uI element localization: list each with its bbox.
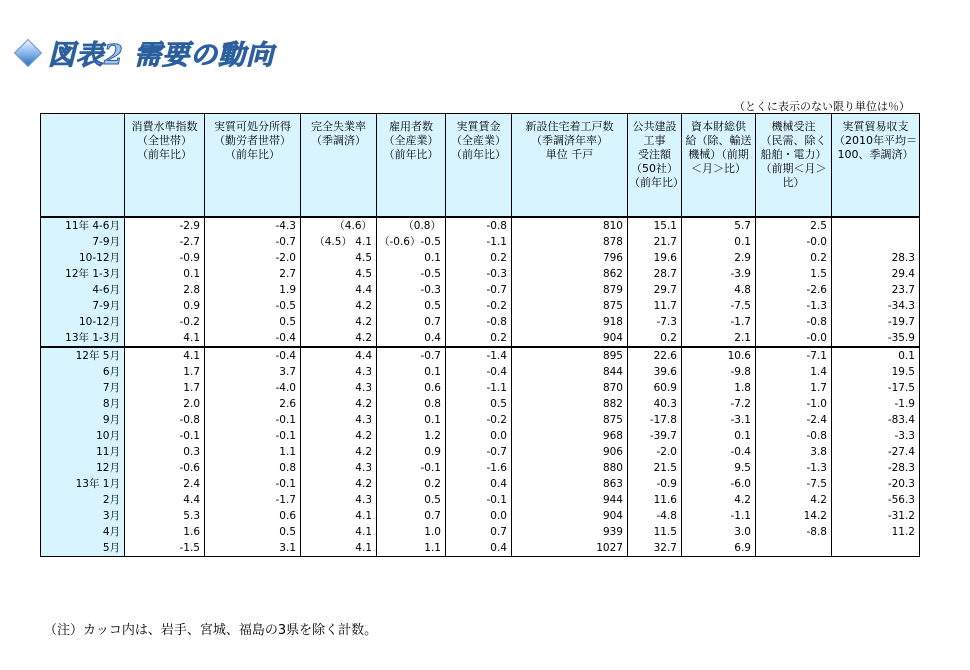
table-row — [41, 282, 920, 298]
table-row — [41, 380, 920, 396]
table-cell: 4.3 — [301, 380, 377, 396]
table-cell: -0.3 — [377, 282, 446, 298]
table-cell: 0.9 — [125, 298, 205, 314]
table-cell: 2.8 — [125, 282, 205, 298]
table-cell: 0.7 — [445, 524, 511, 540]
table-cell: （4.5） 4.1 — [301, 234, 377, 250]
table-cell: 0.5 — [377, 298, 446, 314]
table-cell: 0.6 — [377, 380, 446, 396]
table-cell: -2.9 — [125, 217, 205, 234]
table-row — [41, 364, 920, 380]
table-cell: -0.1 — [205, 412, 301, 428]
table-row — [41, 524, 920, 540]
table-cell: 0.1 — [125, 266, 205, 282]
table-cell: -0.7 — [445, 444, 511, 460]
table-cell: -0.8 — [755, 314, 831, 330]
table-cell — [831, 234, 919, 250]
table-cell: 1.2 — [377, 428, 446, 444]
table-cell — [831, 540, 919, 557]
table-cell: -0.1 — [205, 476, 301, 492]
table-cell: 4.2 — [301, 428, 377, 444]
table-cell: -0.6 — [125, 460, 205, 476]
table-cell: 796 — [511, 250, 627, 266]
table-cell: 2.6 — [205, 396, 301, 412]
row-label: 6月 — [41, 364, 125, 380]
table-cell: 4.2 — [681, 492, 755, 508]
table-cell: 22.6 — [627, 347, 681, 364]
table-cell: -0.2 — [445, 298, 511, 314]
table-cell: -2.7 — [125, 234, 205, 250]
table-cell: -34.3 — [831, 298, 919, 314]
table-cell: -17.5 — [831, 380, 919, 396]
table-cell: 904 — [511, 330, 627, 347]
row-label: 3月 — [41, 508, 125, 524]
table-cell: -0.0 — [755, 234, 831, 250]
table-cell: 2.5 — [755, 217, 831, 234]
table-cell: 1.1 — [377, 540, 446, 557]
table-cell: -83.4 — [831, 412, 919, 428]
table-cell: 4.4 — [301, 282, 377, 298]
table-cell: 0.4 — [377, 330, 446, 347]
table-cell: -19.7 — [831, 314, 919, 330]
table-cell: 0.8 — [205, 460, 301, 476]
table-cell: 0.7 — [377, 508, 446, 524]
table-cell: -0.9 — [125, 250, 205, 266]
table-cell: -0.8 — [755, 428, 831, 444]
table-cell: -6.0 — [681, 476, 755, 492]
column-header: 実質賃金 （全産業） （前年比） — [445, 114, 511, 218]
table-cell: 1.0 — [377, 524, 446, 540]
table-cell: 5.3 — [125, 508, 205, 524]
title-block — [14, 34, 274, 70]
row-label: 12年 5月 — [41, 347, 125, 364]
table-cell: 875 — [511, 412, 627, 428]
row-label: 11月 — [41, 444, 125, 460]
table-cell: -0.4 — [681, 444, 755, 460]
table-cell: 0.2 — [445, 250, 511, 266]
table-cell: 60.9 — [627, 380, 681, 396]
table-cell: 1.9 — [205, 282, 301, 298]
table-cell: -8.8 — [755, 524, 831, 540]
table-cell: -0.8 — [445, 217, 511, 234]
table-row — [41, 298, 920, 314]
table-cell: -39.7 — [627, 428, 681, 444]
row-label: 9月 — [41, 412, 125, 428]
table-cell: 23.7 — [831, 282, 919, 298]
table-cell: 0.5 — [205, 524, 301, 540]
table-row — [41, 396, 920, 412]
row-label: 5月 — [41, 540, 125, 557]
row-label: 10-12月 — [41, 314, 125, 330]
table-cell: -28.3 — [831, 460, 919, 476]
table-cell: 0.1 — [377, 250, 446, 266]
table-cell: 29.7 — [627, 282, 681, 298]
table-cell: -7.3 — [627, 314, 681, 330]
row-label: 12月 — [41, 460, 125, 476]
table-cell: 11.2 — [831, 524, 919, 540]
table-cell: -1.1 — [681, 508, 755, 524]
table-cell: 4.2 — [301, 476, 377, 492]
row-label: 2月 — [41, 492, 125, 508]
table-cell: -0.4 — [205, 347, 301, 364]
table-cell: -2.0 — [205, 250, 301, 266]
table-cell: 895 — [511, 347, 627, 364]
column-header: 機械受注 （民需、除く 船舶・電力） （前期＜月＞ 比） — [755, 114, 831, 218]
table-cell: 1.1 — [205, 444, 301, 460]
row-label: 8月 — [41, 396, 125, 412]
table-cell: 1.7 — [125, 380, 205, 396]
table-cell: 4.1 — [125, 347, 205, 364]
table-cell: -1.5 — [125, 540, 205, 557]
table-cell — [831, 217, 919, 234]
table-row — [41, 476, 920, 492]
table-row — [41, 347, 920, 364]
table-cell: 0.2 — [627, 330, 681, 347]
table-cell: 19.5 — [831, 364, 919, 380]
table-cell: -56.3 — [831, 492, 919, 508]
table-cell: 40.3 — [627, 396, 681, 412]
table-cell: 882 — [511, 396, 627, 412]
table-cell: 0.2 — [755, 250, 831, 266]
table-cell: 1.7 — [755, 380, 831, 396]
table-cell: 0.5 — [377, 492, 446, 508]
column-header: 公共建設 工事 受注額 （50社） （前年比） — [627, 114, 681, 218]
table-cell: -0.4 — [205, 330, 301, 347]
table-cell: 4.3 — [301, 412, 377, 428]
table-cell: 4.8 — [681, 282, 755, 298]
table-cell: -0.4 — [445, 364, 511, 380]
table-cell: -1.0 — [755, 396, 831, 412]
table-cell: 9.5 — [681, 460, 755, 476]
table-cell: 904 — [511, 508, 627, 524]
table-cell: -4.3 — [205, 217, 301, 234]
table-cell: -0.9 — [627, 476, 681, 492]
table-cell: 918 — [511, 314, 627, 330]
table-cell: -0.7 — [377, 347, 446, 364]
row-label: 12年 1-3月 — [41, 266, 125, 282]
table-cell: 4.3 — [301, 460, 377, 476]
table-cell: 14.2 — [755, 508, 831, 524]
column-header: 実質貿易収支 （2010年平均＝ 100、季調済） — [831, 114, 919, 218]
table-cell: 4.5 — [301, 266, 377, 282]
table-cell: 944 — [511, 492, 627, 508]
table-cell: 4.2 — [301, 330, 377, 347]
table-cell: 939 — [511, 524, 627, 540]
row-label: 11年 4-6月 — [41, 217, 125, 234]
table-cell: -2.4 — [755, 412, 831, 428]
table-row — [41, 266, 920, 282]
table-cell: -1.4 — [445, 347, 511, 364]
table-cell: 0.6 — [205, 508, 301, 524]
table-cell: 2.4 — [125, 476, 205, 492]
table-cell: （-0.6）-0.5 — [377, 234, 446, 250]
table-cell: 4.2 — [301, 396, 377, 412]
table-cell: 4.3 — [301, 364, 377, 380]
table-cell: 0.2 — [377, 476, 446, 492]
table-row — [41, 492, 920, 508]
column-header: 資本財総供 給（除、輸送 機械）（前期 ＜月＞比） — [681, 114, 755, 218]
table-cell: 880 — [511, 460, 627, 476]
table-cell: 0.8 — [377, 396, 446, 412]
column-header — [41, 114, 125, 218]
table-cell: -7.2 — [681, 396, 755, 412]
table-cell: 19.6 — [627, 250, 681, 266]
table-cell: -1.3 — [755, 460, 831, 476]
table-cell: 11.6 — [627, 492, 681, 508]
table-cell: -17.8 — [627, 412, 681, 428]
table-cell: -0.0 — [755, 330, 831, 347]
table-cell: -35.9 — [831, 330, 919, 347]
table-cell: 3.7 — [205, 364, 301, 380]
row-label: 10-12月 — [41, 250, 125, 266]
row-label: 7-9月 — [41, 234, 125, 250]
table-cell: -1.6 — [445, 460, 511, 476]
column-header: 新設住宅着工戸数 （季調済年率） 単位 千戸 — [511, 114, 627, 218]
table-cell: 4.1 — [301, 524, 377, 540]
table-cell: 878 — [511, 234, 627, 250]
row-label: 13年 1-3月 — [41, 330, 125, 347]
row-label: 4-6月 — [41, 282, 125, 298]
table-cell: （0.8） — [377, 217, 446, 234]
table-cell: -2.0 — [627, 444, 681, 460]
table-cell: 5.7 — [681, 217, 755, 234]
table-cell: 879 — [511, 282, 627, 298]
table-cell: 2.0 — [125, 396, 205, 412]
table-cell: -2.6 — [755, 282, 831, 298]
table-row — [41, 460, 920, 476]
table-row — [41, 540, 920, 557]
table-cell: 2.7 — [205, 266, 301, 282]
table-cell: 4.4 — [125, 492, 205, 508]
table-row — [41, 428, 920, 444]
table-cell: 3.1 — [205, 540, 301, 557]
table-cell: -1.1 — [445, 380, 511, 396]
table-cell: -4.8 — [627, 508, 681, 524]
table-cell: -1.7 — [205, 492, 301, 508]
column-header: 消費水準指数 （全世帯） （前年比） — [125, 114, 205, 218]
table-cell: 21.5 — [627, 460, 681, 476]
header-row — [41, 114, 920, 218]
table-cell: -0.8 — [445, 314, 511, 330]
table-cell: 0.9 — [377, 444, 446, 460]
table-cell: -0.1 — [377, 460, 446, 476]
table-cell: 4.2 — [301, 444, 377, 460]
column-header: 実質可処分所得 （勤労者世帯） （前年比） — [205, 114, 301, 218]
table-cell: 11.5 — [627, 524, 681, 540]
table-cell: -3.1 — [681, 412, 755, 428]
table-cell: 2.9 — [681, 250, 755, 266]
table-cell: 1.5 — [755, 266, 831, 282]
table-cell: 29.4 — [831, 266, 919, 282]
table-cell: -31.2 — [831, 508, 919, 524]
table-cell: -3.9 — [681, 266, 755, 282]
table-cell: 0.1 — [681, 234, 755, 250]
table-cell: 4.2 — [301, 314, 377, 330]
footnote: （注）カッコ内は、岩手、宮城、福島の3県を除く計数。 — [44, 623, 378, 638]
table-cell: 875 — [511, 298, 627, 314]
row-label: 4月 — [41, 524, 125, 540]
table-cell: -1.3 — [755, 298, 831, 314]
table-row — [41, 314, 920, 330]
column-header: 雇用者数 （全産業） （前年比） — [377, 114, 446, 218]
table-row — [41, 508, 920, 524]
table-cell: -9.8 — [681, 364, 755, 380]
table-cell: 1.6 — [125, 524, 205, 540]
table-cell: -0.1 — [125, 428, 205, 444]
table-cell: 862 — [511, 266, 627, 282]
table-cell: 28.7 — [627, 266, 681, 282]
table-cell: -0.3 — [445, 266, 511, 282]
table-cell: 4.1 — [125, 330, 205, 347]
table-cell: 4.1 — [301, 540, 377, 557]
table-cell: 6.9 — [681, 540, 755, 557]
table-cell: -1.1 — [445, 234, 511, 250]
table-cell: （4.6） — [301, 217, 377, 234]
unit-note: （とくに表示のない限り単位は％） — [734, 100, 910, 113]
table-row — [41, 444, 920, 460]
row-label: 10月 — [41, 428, 125, 444]
row-label: 7-9月 — [41, 298, 125, 314]
table-cell: 1027 — [511, 540, 627, 557]
table-cell: 0.1 — [831, 347, 919, 364]
table-cell: 0.0 — [445, 508, 511, 524]
table-cell: 15.1 — [627, 217, 681, 234]
table-cell: 4.1 — [301, 508, 377, 524]
table-cell: 4.4 — [301, 347, 377, 364]
table-cell: 4.2 — [755, 492, 831, 508]
table-cell: -0.5 — [205, 298, 301, 314]
table-cell: 39.6 — [627, 364, 681, 380]
table-cell: 0.5 — [445, 396, 511, 412]
table-cell: 0.0 — [445, 428, 511, 444]
table-cell: -7.5 — [755, 476, 831, 492]
table-cell: 1.8 — [681, 380, 755, 396]
table-cell: 11.7 — [627, 298, 681, 314]
table-cell: -7.5 — [681, 298, 755, 314]
diamond-icon — [14, 39, 40, 65]
table-cell — [755, 540, 831, 557]
table-cell: 870 — [511, 380, 627, 396]
row-label: 7月 — [41, 380, 125, 396]
table-cell: 0.1 — [681, 428, 755, 444]
table-cell: 0.4 — [445, 476, 511, 492]
table-cell: 810 — [511, 217, 627, 234]
table-cell: 3.8 — [755, 444, 831, 460]
table-row — [41, 412, 920, 428]
table-cell: -0.7 — [445, 282, 511, 298]
table-cell: -20.3 — [831, 476, 919, 492]
table-cell: -0.1 — [445, 492, 511, 508]
table-row — [41, 250, 920, 266]
table-cell: 28.3 — [831, 250, 919, 266]
table-cell: 0.5 — [205, 314, 301, 330]
table-cell: 0.1 — [377, 412, 446, 428]
table-row — [41, 330, 920, 347]
row-label: 13年 1月 — [41, 476, 125, 492]
table-cell: 0.3 — [125, 444, 205, 460]
table-cell: -0.1 — [205, 428, 301, 444]
table-cell: 4.5 — [301, 250, 377, 266]
column-header: 完全失業率 （季調済） — [301, 114, 377, 218]
table-cell: 968 — [511, 428, 627, 444]
table-cell: 0.7 — [377, 314, 446, 330]
table-cell: -0.5 — [377, 266, 446, 282]
table-cell: -7.1 — [755, 347, 831, 364]
table-cell: 0.4 — [445, 540, 511, 557]
table-cell: 32.7 — [627, 540, 681, 557]
table-cell: 2.1 — [681, 330, 755, 347]
page-title: 図表2 需要の動向 — [48, 39, 275, 71]
table-cell: 1.4 — [755, 364, 831, 380]
table-cell: -0.8 — [125, 412, 205, 428]
table-cell: -0.2 — [445, 412, 511, 428]
table-cell: 0.2 — [445, 330, 511, 347]
table-cell: 3.0 — [681, 524, 755, 540]
table-cell: -3.3 — [831, 428, 919, 444]
table-row — [41, 234, 920, 250]
table-row — [41, 217, 920, 234]
table-cell: -1.9 — [831, 396, 919, 412]
table-cell: 21.7 — [627, 234, 681, 250]
table-cell: 844 — [511, 364, 627, 380]
table-cell: -4.0 — [205, 380, 301, 396]
table-cell: 0.1 — [377, 364, 446, 380]
table-cell: -0.7 — [205, 234, 301, 250]
table-cell: 10.6 — [681, 347, 755, 364]
table-cell: 906 — [511, 444, 627, 460]
demand-table — [40, 113, 920, 557]
table-cell: -27.4 — [831, 444, 919, 460]
table-cell: 1.7 — [125, 364, 205, 380]
table-cell: 4.2 — [301, 298, 377, 314]
table-cell: 863 — [511, 476, 627, 492]
table-cell: -0.2 — [125, 314, 205, 330]
table-cell: -1.7 — [681, 314, 755, 330]
table-cell: 4.3 — [301, 492, 377, 508]
